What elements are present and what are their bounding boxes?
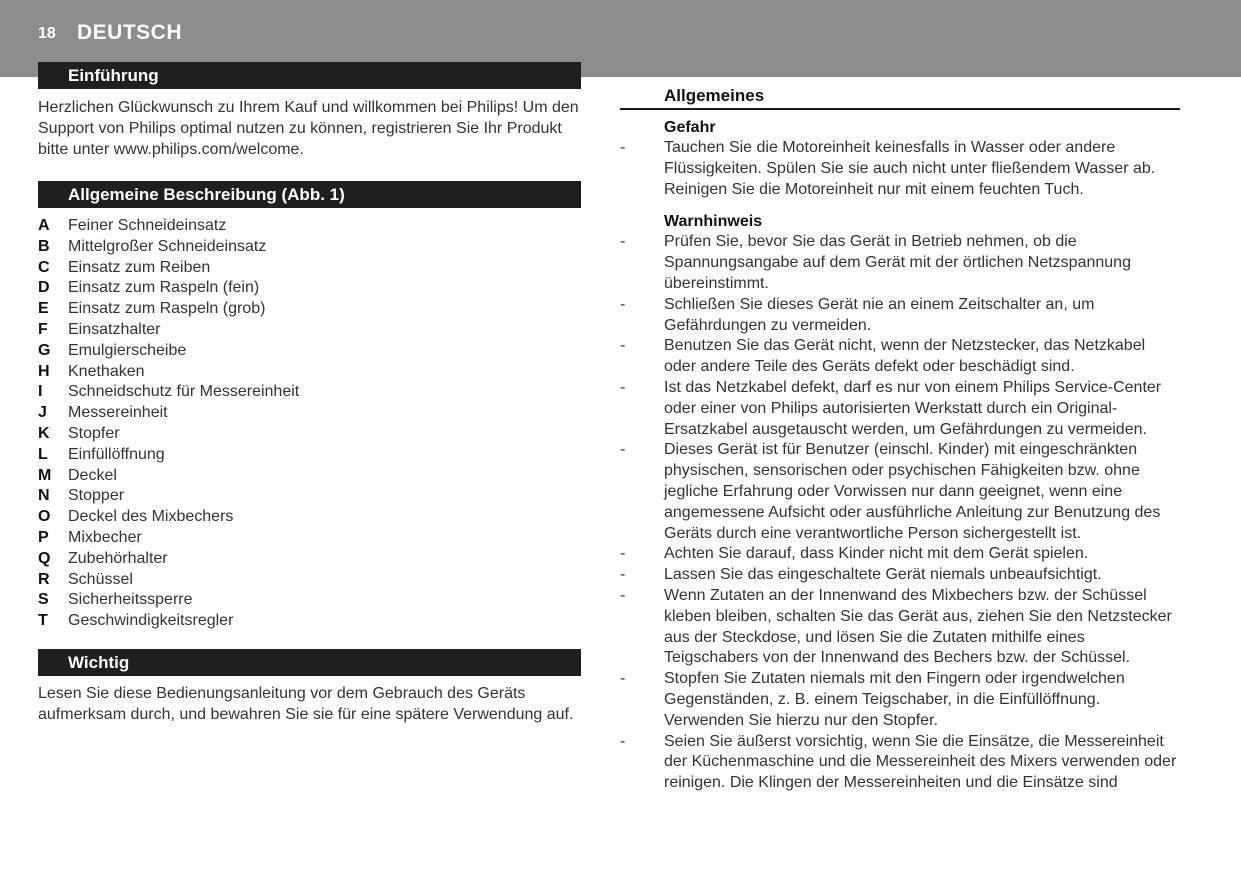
intro-text: Herzlichen Glückwunsch zu Ihrem Kauf und willkommen bei Philips! Um den Support von Philips optimal nutzen zu können, registrieren Sie Ihr Produkt bitte unter www.philips.com/welcome.: [38, 99, 579, 158]
part-letter: N: [38, 487, 50, 505]
warning-item-text: Stopfen Sie Zutaten niemals mit den Fingern oder irgendwelchen Gegenständen, z. B. einem Teigschaber, in die Einfüllöffnung. Verwenden Sie hierzu nur den Stopfer.: [664, 670, 1125, 729]
part-letter: J: [38, 404, 47, 422]
part-letter: K: [38, 424, 50, 442]
part-label: Messereinheit: [68, 404, 168, 422]
warning-item-text: Schließen Sie dieses Gerät nie an einem Zeitschalter an, um Gefährdungen zu vermeiden.: [664, 295, 1095, 334]
important-text: Lesen Sie diese Bedienungsanleitung vor dem Gebrauch des Geräts aufmerksam durch, und bewahren Sie sie für eine spätere Verwendung auf.: [38, 684, 574, 723]
part-label: Stopper: [68, 487, 125, 505]
list-item: [38, 362, 581, 383]
list-item: [38, 549, 581, 570]
list-item: [38, 403, 581, 424]
language-title: DEUTSCH: [77, 21, 183, 44]
part-label: Knethaken: [68, 362, 145, 380]
list-item: [38, 341, 581, 362]
part-letter: F: [38, 320, 48, 338]
list-item: [38, 382, 581, 403]
list-item: [38, 611, 581, 632]
general-heading: Allgemeines: [620, 86, 1180, 110]
part-label: Einsatzhalter: [68, 320, 161, 338]
important-heading: Wichtig: [38, 649, 581, 676]
part-label: Einsatz zum Raspeln (fein): [68, 279, 260, 297]
warning-item-text: Lassen Sie das eingeschaltete Gerät niemals unbeaufsichtigt.: [664, 566, 1102, 584]
list-item: - Tauchen Sie die Motoreinheit keinesfalls in Wasser oder andere Flüssigkeiten. Spülen Sie sie auch nicht unter fließendem Wasser ab. Reinigen Sie die Motoreinheit nur mit einem feuchten Tuch.: [620, 139, 1156, 198]
part-letter: O: [38, 508, 51, 526]
part-letter: C: [38, 258, 50, 276]
part-letter: E: [38, 300, 49, 318]
part-letter: B: [38, 237, 50, 255]
part-letter: I: [38, 383, 43, 401]
warning-item-text: Seien Sie äußerst vorsichtig, wenn Sie die Einsätze, die Messereinheit der Küchenmaschine und die Messereinheit des Mixers verwenden oder reinigen. Die Klingen der Messereinheiten und die Einsätze sind: [664, 732, 1177, 792]
part-letter: D: [38, 279, 50, 297]
list-item: - Achten Sie darauf, dass Kinder nicht mit dem Gerät spielen.: [620, 545, 1089, 563]
part-label: Schneidschutz für Messereinheit: [68, 383, 300, 401]
warning-item-text: Achten Sie darauf, dass Kinder nicht mit dem Gerät spielen.: [664, 545, 1089, 563]
part-label: Stopfer: [68, 424, 120, 442]
part-letter: G: [38, 341, 51, 359]
list-item: [38, 466, 581, 487]
list-item: [38, 258, 581, 279]
danger-list: [620, 138, 1180, 200]
part-label: Mittelgroßer Schneideinsatz: [68, 237, 267, 255]
description-heading: Allgemeine Beschreibung (Abb. 1): [38, 181, 581, 208]
warning-item-text: Dieses Gerät ist für Benutzer (einschl. Kinder) mit eingeschränkten physischen, sensorischen oder psychischen Fähigkeiten bzw. ohne jegliche Erfahrung oder Vorwissen nur dann geeignet, wenn eine angemessene Aufsicht oder ausführliche Anleitung zur Benutzung des Geräts durch eine verantwortliche Person sichergestellt ist.: [664, 441, 1161, 542]
part-letter: R: [38, 570, 50, 588]
right-column: [620, 86, 1180, 794]
list-item: - Dieses Gerät ist für Benutzer (einschl. Kinder) mit eingeschränkten physischen, sensorischen oder psychischen Fähigkeiten bzw. ohne jegliche Erfahrung oder Vorwissen nur dann geeignet, wenn eine angemessene Aufsicht oder ausführliche Anleitung zur Benutzung des Geräts durch eine verantwortliche Person sichergestellt ist.: [620, 441, 1161, 542]
list-item: [38, 528, 581, 549]
part-label: Deckel: [68, 466, 117, 484]
list-item: - Benutzen Sie das Gerät nicht, wenn der Netzstecker, das Netzkabel oder andere Teile des Geräts defekt oder beschädigt sind.: [620, 337, 1146, 376]
list-item: [38, 445, 581, 466]
part-label: Einsatz zum Raspeln (grob): [68, 300, 266, 318]
warning-heading: Warnhinweis: [664, 213, 763, 231]
part-letter: H: [38, 362, 50, 380]
part-letter: S: [38, 591, 49, 609]
warning-item-text: Ist das Netzkabel defekt, darf es nur von einem Philips Service-Center oder einer von Philips autorisierten Werkstatt durch ein Original-Ersatzkabel ausgetauscht werden, um Gefährdungen zu vermeiden.: [664, 378, 1162, 438]
part-letter: M: [38, 466, 52, 484]
page-number: 18: [38, 25, 56, 42]
warning-item-text: Wenn Zutaten an der Innenwand des Mixbechers bzw. der Schüssel kleben bleiben, schalten Sie das Gerät aus, ziehen Sie den Netzstecker aus der Steckdose, und lösen Sie die Zutaten mithilfe eines Teigschabers von der Innenwand des Bechers bzw. der Schüssel.: [664, 586, 1172, 667]
warning-list: [620, 232, 1180, 794]
part-label: Geschwindigkeitsregler: [68, 612, 234, 630]
list-item: [38, 590, 581, 611]
list-item: [38, 507, 581, 528]
part-label: Zubehörhalter: [68, 549, 168, 567]
part-label: Deckel des Mixbechers: [68, 508, 234, 526]
part-label: Mixbecher: [68, 528, 142, 546]
list-item: - Prüfen Sie, bevor Sie das Gerät in Betrieb nehmen, ob die Spannungsangabe auf dem Gerät mit der örtlichen Netzspannung übereinstimmt.: [620, 233, 1131, 292]
part-label: Einsatz zum Reiben: [68, 258, 211, 276]
danger-item-text: Tauchen Sie die Motoreinheit keinesfalls in Wasser oder andere Flüssigkeiten. Spülen Sie sie auch nicht unter fließendem Wasser ab. Reinigen Sie die Motoreinheit nur mit einem feuchten Tuch.: [664, 139, 1156, 198]
list-item: [38, 320, 581, 341]
part-label: Feiner Schneideinsatz: [68, 217, 227, 234]
list-item: [38, 570, 581, 591]
part-letter: L: [38, 445, 48, 463]
left-column: [38, 62, 581, 725]
list-item: [38, 278, 581, 299]
part-label: Emulgierscheibe: [68, 341, 187, 359]
list-item: [38, 486, 581, 507]
part-letter: Q: [38, 549, 51, 567]
list-item: - Lassen Sie das eingeschaltete Gerät niemals unbeaufsichtigt.: [620, 566, 1102, 584]
list-item: - Wenn Zutaten an der Innenwand des Mixbechers bzw. der Schüssel kleben bleiben, schalten Sie das Gerät aus, ziehen Sie den Netzstecker aus der Steckdose, und lösen Sie die Zutaten mithilfe eines Teigschabers von der Innenwand des Bechers bzw. der Schüssel.: [620, 586, 1172, 667]
list-item: - Seien Sie äußerst vorsichtig, wenn Sie die Einsätze, die Messereinheit der Küchenmaschine und die Messereinheit des Mixers verwenden oder reinigen. Die Klingen der Messereinheiten und die Einsätze sind: [620, 732, 1177, 792]
part-letter: P: [38, 528, 49, 546]
part-label: Sicherheitssperre: [68, 591, 193, 609]
part-label: Einfüllöffnung: [68, 445, 165, 463]
warning-item-text: Benutzen Sie das Gerät nicht, wenn der Netzstecker, das Netzkabel oder andere Teile des Geräts defekt oder beschädigt sind.: [664, 337, 1146, 376]
parts-list: [38, 216, 581, 632]
list-item: [38, 216, 581, 237]
list-item: [38, 424, 581, 445]
warning-item-text: Prüfen Sie, bevor Sie das Gerät in Betrieb nehmen, ob die Spannungsangabe auf dem Gerät mit der örtlichen Netzspannung übereinstimmt.: [664, 233, 1131, 292]
part-label: Schüssel: [68, 570, 133, 588]
list-item: [38, 237, 581, 258]
list-item: [38, 299, 581, 320]
part-letter: A: [38, 217, 50, 234]
list-item: - Ist das Netzkabel defekt, darf es nur von einem Philips Service-Center oder einer von Philips autorisierten Werkstatt durch ein Original-Ersatzkabel ausgetauscht werden, um Gefährdungen zu vermeiden.: [620, 378, 1162, 438]
list-item: - Stopfen Sie Zutaten niemals mit den Fingern oder irgendwelchen Gegenständen, z. B. einem Teigschaber, in die Einfüllöffnung. Verwenden Sie hierzu nur den Stopfer.: [620, 670, 1125, 729]
part-letter: T: [38, 612, 48, 630]
list-item: - Schließen Sie dieses Gerät nie an einem Zeitschalter an, um Gefährdungen zu vermeiden.: [620, 295, 1095, 334]
intro-heading: Einführung: [38, 62, 581, 89]
danger-heading: Gefahr: [664, 119, 716, 136]
